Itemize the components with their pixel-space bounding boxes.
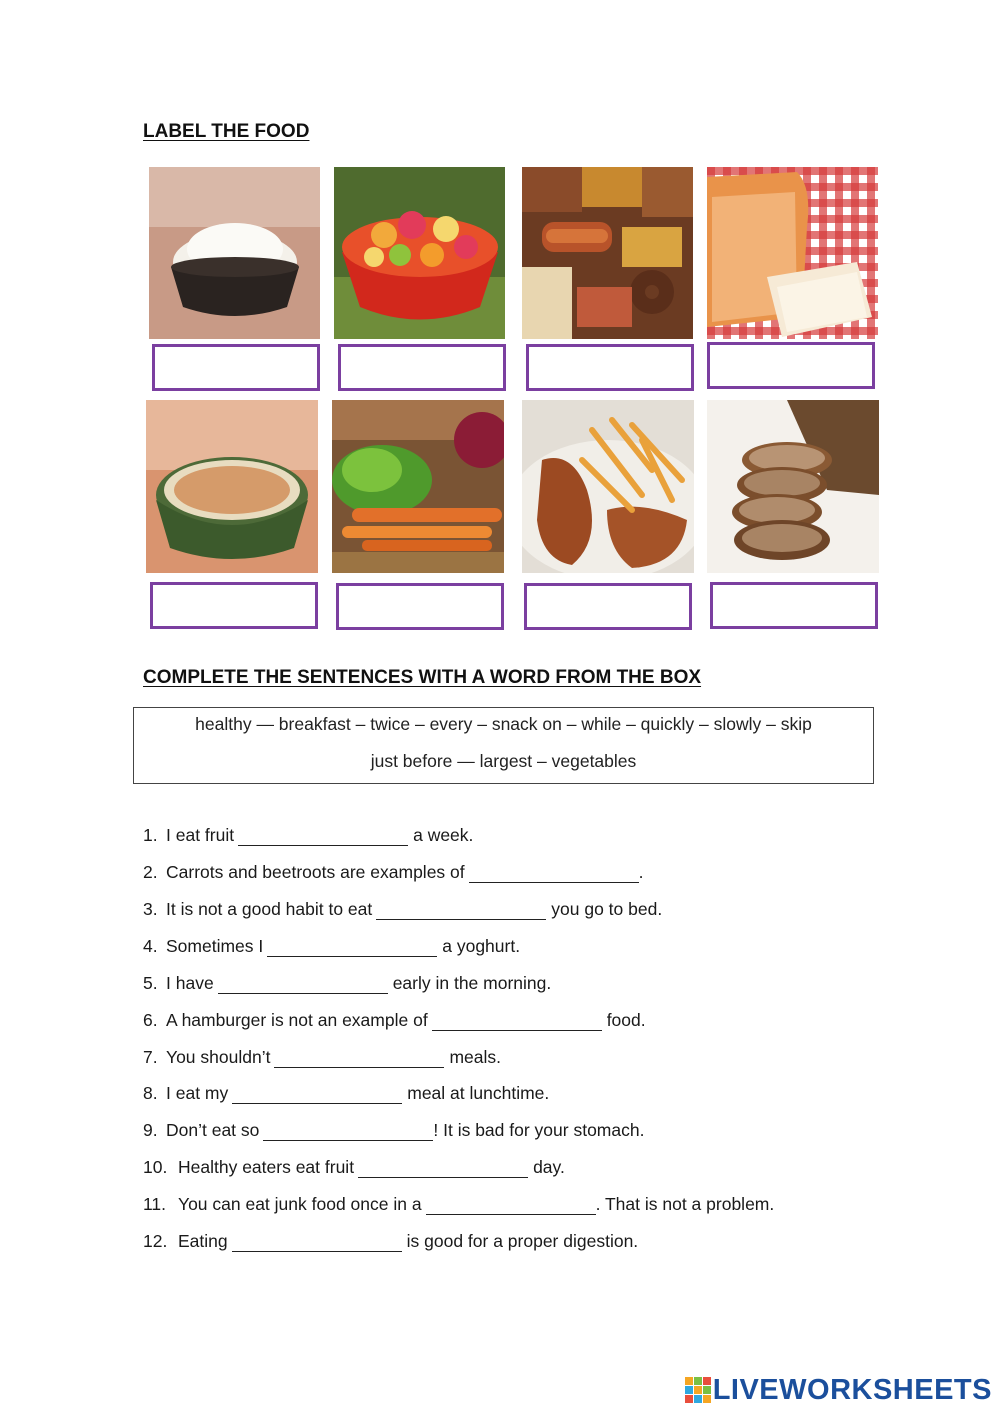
sentence-after: early in the morning.: [392, 973, 552, 993]
brown-bread-photo: [707, 400, 879, 573]
answer-box-2[interactable]: [338, 344, 506, 391]
sentence-number: 4.: [143, 936, 158, 956]
sentence-5: [143, 972, 551, 994]
sentence-number: 5.: [143, 973, 158, 993]
sentence-7: [143, 1046, 501, 1068]
sentence-after: meals.: [449, 1047, 501, 1067]
sentence-number: 1.: [143, 825, 158, 845]
sentence-after: ! It is bad for your stomach.: [433, 1120, 645, 1140]
sentence-after: food.: [606, 1010, 646, 1030]
sentence-number: 11.: [143, 1194, 167, 1214]
blank-input-3[interactable]: [376, 903, 546, 920]
sentence-number: 2.: [143, 862, 158, 882]
sentence-before: It is not a good habit to eat: [166, 899, 373, 919]
sentence-before: You can eat junk food once in a: [178, 1194, 422, 1214]
section-title-label-food: LABEL THE FOOD: [143, 121, 310, 142]
sentence-before: I have: [166, 973, 214, 993]
sentence-after: is good for a proper digestion.: [406, 1231, 639, 1251]
sentence-before: Healthy eaters eat fruit: [178, 1157, 355, 1177]
sentence-after: you go to bed.: [551, 899, 663, 919]
blank-input-2[interactable]: [469, 866, 639, 883]
blank-input-8[interactable]: [232, 1087, 402, 1104]
answer-box-1[interactable]: [152, 344, 320, 391]
blank-input-7[interactable]: [274, 1051, 444, 1068]
answer-box-7[interactable]: [524, 583, 692, 630]
sentence-after: a yoghurt.: [442, 936, 521, 956]
sentence-after: a week.: [413, 825, 474, 845]
sentence-1: [143, 824, 473, 846]
fried-chicken-chips-photo: [522, 400, 694, 573]
answer-box-3[interactable]: [526, 344, 694, 391]
blank-input-6[interactable]: [432, 1014, 602, 1031]
sentence-number: 9.: [143, 1120, 158, 1140]
answer-box-8[interactable]: [710, 582, 878, 629]
blank-input-10[interactable]: [358, 1161, 528, 1178]
sentence-11: [143, 1193, 774, 1215]
blank-input-12[interactable]: [232, 1235, 402, 1252]
blank-input-1[interactable]: [238, 829, 408, 846]
sentence-4: [143, 935, 520, 957]
sentence-after: . That is not a problem.: [595, 1194, 775, 1214]
brown-rice-photo: [146, 400, 318, 573]
sentence-before: Don’t eat so: [166, 1120, 260, 1140]
sentence-before: Carrots and beetroots are examples of: [166, 862, 465, 882]
sentence-before: I eat fruit: [166, 825, 235, 845]
liveworksheets-icon: [685, 1377, 711, 1403]
sentence-3: [143, 898, 662, 920]
fruit-salad-photo: [334, 167, 505, 339]
rice-bowl-photo: [149, 167, 320, 339]
sentence-after: day.: [533, 1157, 565, 1177]
blank-input-4[interactable]: [267, 940, 437, 957]
section-title-complete-sentences: COMPLETE THE SENTENCES WITH A WORD FROM THE BOX: [143, 667, 702, 688]
sentence-number: 3.: [143, 899, 158, 919]
junk-food-photo: [522, 167, 693, 339]
sentence-before: I eat my: [166, 1083, 229, 1103]
answer-box-6[interactable]: [336, 583, 504, 630]
sentence-number: 6.: [143, 1010, 158, 1030]
sentence-after: .: [638, 862, 644, 882]
sentence-number: 7.: [143, 1047, 158, 1067]
sentence-8: [143, 1082, 549, 1104]
blank-input-11[interactable]: [426, 1198, 596, 1215]
sentence-10: [143, 1156, 565, 1178]
word-box-line-1: healthy — breakfast – twice – every – snack on – while – quickly – slowly – skip: [195, 714, 812, 734]
sentence-number: 12.: [143, 1231, 168, 1251]
sentence-9: [143, 1119, 644, 1141]
sentence-number: 8.: [143, 1083, 158, 1103]
sentence-before: A hamburger is not an example of: [166, 1010, 428, 1030]
blank-input-5[interactable]: [218, 977, 388, 994]
liveworksheets-logo[interactable]: [685, 1372, 992, 1408]
answer-box-5[interactable]: [150, 582, 318, 629]
word-box-line-2: just before — largest – vegetables: [370, 751, 637, 771]
sentence-before: Sometimes I: [166, 936, 264, 956]
sentence-after: meal at lunchtime.: [407, 1083, 550, 1103]
word-box: [133, 707, 874, 784]
sentence-12: [143, 1230, 638, 1252]
sentence-6: [143, 1009, 646, 1031]
sentence-before: Eating: [178, 1231, 228, 1251]
vegetables-photo: [332, 400, 504, 573]
liveworksheets-wordmark: LIVEWORKSHEETS: [712, 1373, 992, 1406]
blank-input-9[interactable]: [263, 1124, 433, 1141]
sentence-number: 10.: [143, 1157, 168, 1177]
sentence-before: You shouldn’t: [166, 1047, 271, 1067]
sentence-2: [143, 861, 644, 883]
answer-box-4[interactable]: [707, 342, 875, 389]
white-bread-photo: [707, 167, 878, 339]
